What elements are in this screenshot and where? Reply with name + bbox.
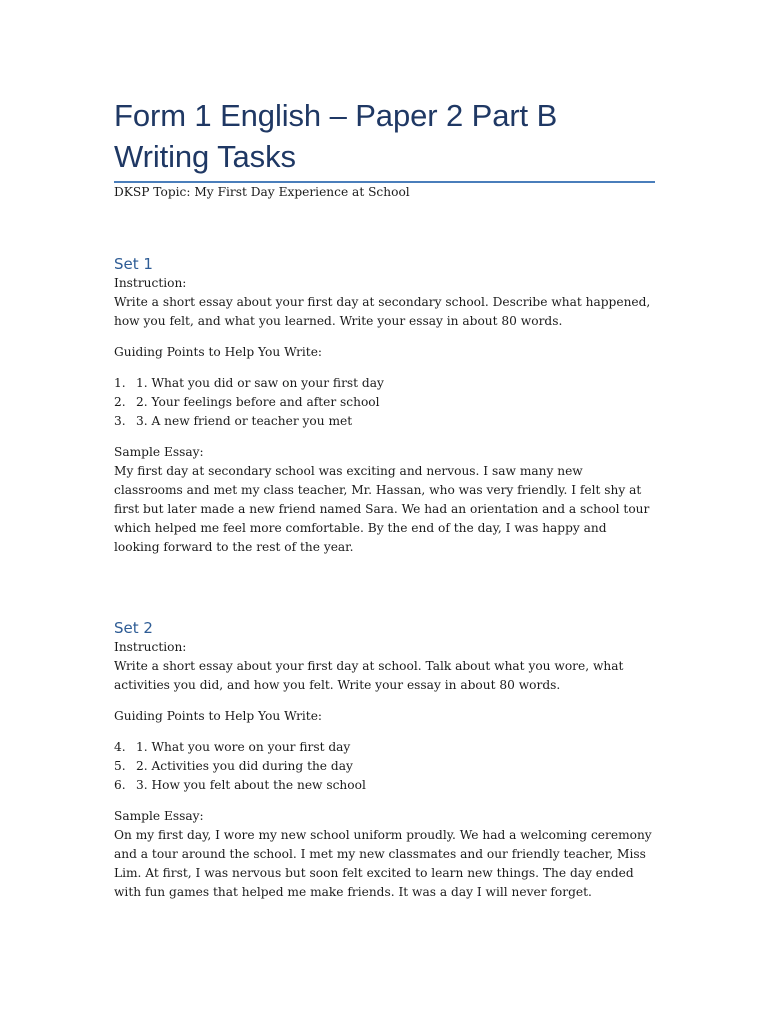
list-number: 1. xyxy=(114,376,126,390)
guiding-points-label: Guiding Points to Help You Write: xyxy=(114,345,323,359)
set-2-section xyxy=(114,618,655,902)
list-number: 5. xyxy=(114,759,126,773)
list-item-text: 2. Activities you did during the day xyxy=(136,759,353,773)
instruction-text: Write a short essay about your first day at school. Talk about what you wore, what activities you did, and how you felt. Write your essay in about 80 words. xyxy=(114,659,624,692)
sample-essay-label: Sample Essay: xyxy=(114,445,204,459)
sample-essay-label: Sample Essay: xyxy=(114,809,204,823)
instruction-text: Write a short essay about your first day at secondary school. Describe what happened, how you felt, and what you learned. Write your essay in about 80 words. xyxy=(114,295,651,328)
list-item-text: 3. How you felt about the new school xyxy=(136,778,366,792)
instruction-label: Instruction: xyxy=(114,640,187,654)
list-number: 3. xyxy=(114,414,126,428)
list-item-text: 1. What you wore on your first day xyxy=(136,740,351,754)
guiding-points-list xyxy=(114,374,655,431)
list-item xyxy=(114,738,655,757)
list-number: 2. xyxy=(114,395,126,409)
guiding-points-list xyxy=(114,738,655,795)
sample-essay-text: On my first day, I wore my new school uniform proudly. We had a welcoming ceremony and a tour around the school. I met my new classmates and our friendly teacher, Miss Lim. At first, I was nervous but soon felt excited to learn new things. The day ended with fun games that helped me make friends. It was a day I will never forget. xyxy=(114,828,652,899)
sample-essay-text: My first day at secondary school was exciting and nervous. I saw many new classrooms and met my class teacher, Mr. Hassan, who was very friendly. I felt shy at first but later made a new friend named Sara. We had an orientation and a school tour which helped me feel more comfortable. By the end of the day, I was happy and looking forward to the rest of the year. xyxy=(114,464,650,554)
list-item-text: 3. A new friend or teacher you met xyxy=(136,414,353,428)
instruction-label: Instruction: xyxy=(114,276,187,290)
topic-line: DKSP Topic: My First Day Experience at School xyxy=(114,185,410,199)
list-item xyxy=(114,757,655,776)
list-item xyxy=(114,776,655,795)
list-item xyxy=(114,412,655,431)
page-title: Form 1 English – Paper 2 Part B Writing Tasks xyxy=(114,98,558,174)
guiding-points-label: Guiding Points to Help You Write: xyxy=(114,709,323,723)
list-item-text: 2. Your feelings before and after school xyxy=(136,395,380,409)
set-1-section xyxy=(114,254,655,557)
list-number: 6. xyxy=(114,778,126,792)
list-item-text: 1. What you did or saw on your first day xyxy=(136,376,384,390)
set-heading: Set 1 xyxy=(114,255,153,273)
document-page xyxy=(114,0,655,902)
list-item xyxy=(114,374,655,393)
list-number: 4. xyxy=(114,740,126,754)
set-heading: Set 2 xyxy=(114,619,153,637)
list-item xyxy=(114,393,655,412)
